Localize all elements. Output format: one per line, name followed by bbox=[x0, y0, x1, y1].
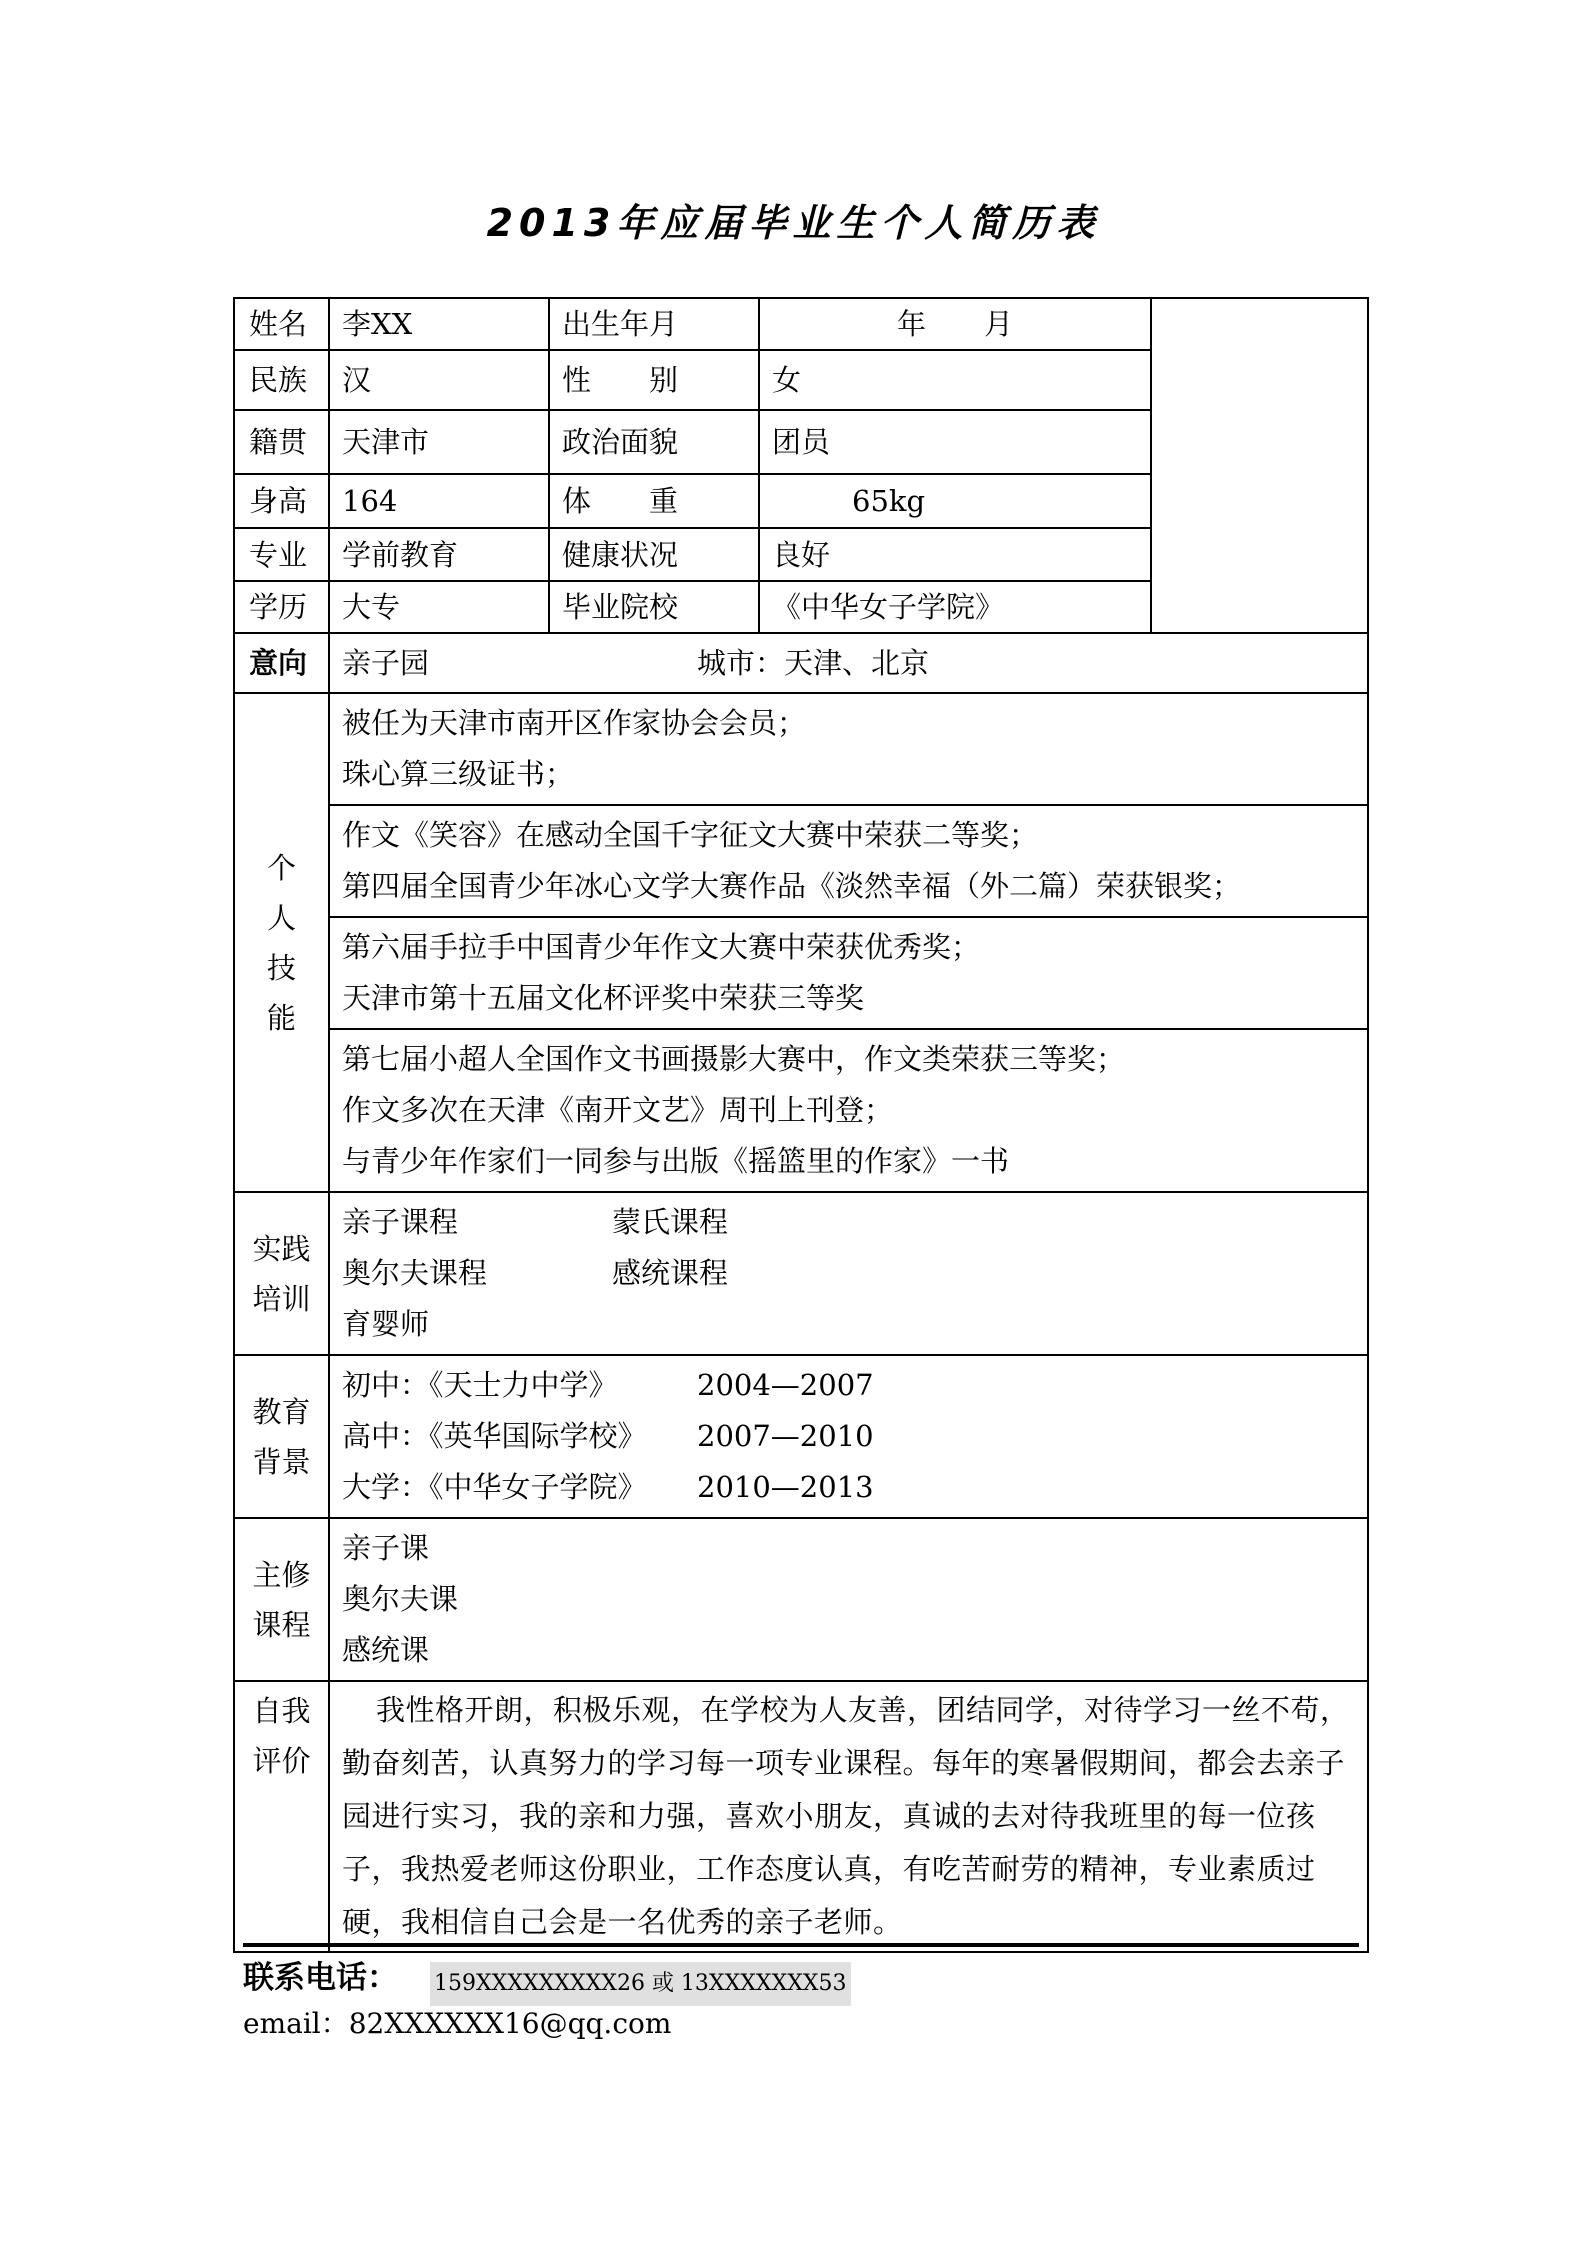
contact-email: email：82XXXXXX16@qq.com bbox=[243, 2007, 672, 2040]
political-label: 政治面貌 bbox=[549, 410, 759, 474]
page-title: 2013年应届毕业生个人简历表 bbox=[486, 201, 1101, 245]
practice-item: 奥尔夫课程 bbox=[342, 1256, 488, 1290]
skills-label-char: 技 bbox=[266, 950, 296, 985]
courses-list bbox=[329, 1518, 1368, 1681]
courses-label-line: 主修 bbox=[252, 1557, 311, 1592]
education-item bbox=[342, 1360, 1367, 1411]
practice-item: 亲子课程 bbox=[342, 1205, 459, 1239]
phone-value: 159XXXXXXXXX26 或 13XXXXXXX53 bbox=[430, 1962, 851, 2006]
skill-item: 第六届手拉手中国青少年作文大赛中荣获优秀奖； bbox=[342, 930, 981, 964]
courses-label-line: 课程 bbox=[252, 1607, 311, 1642]
skill-item: 被任为天津市南开区作家协会会员； bbox=[342, 706, 807, 740]
skills-label-char: 能 bbox=[266, 1000, 296, 1035]
name-value: 李XX bbox=[329, 298, 549, 350]
education-list bbox=[329, 1355, 1368, 1518]
weight-value: 65kg bbox=[759, 474, 1151, 528]
intention-row bbox=[329, 633, 1368, 693]
health-value: 良好 bbox=[759, 528, 1151, 581]
skill-item: 天津市第十五届文化杯评奖中荣获三等奖 bbox=[342, 981, 865, 1015]
hometown-value: 天津市 bbox=[329, 410, 549, 474]
skills-group bbox=[329, 693, 1368, 805]
height-label: 身高 bbox=[234, 474, 329, 528]
name-label: 姓名 bbox=[234, 298, 329, 350]
skill-item: 珠心算三级证书； bbox=[342, 757, 575, 791]
health-label: 健康状况 bbox=[549, 528, 759, 581]
photo-area bbox=[1151, 298, 1368, 633]
graduate-school-label: 毕业院校 bbox=[549, 581, 759, 633]
degree-label: 学历 bbox=[234, 581, 329, 633]
ethnicity-label: 民族 bbox=[234, 350, 329, 410]
skill-item: 第四届全国青少年冰心文学大赛作品《淡然幸福（外二篇）荣获银奖； bbox=[342, 869, 1242, 903]
skills-group bbox=[329, 1029, 1368, 1192]
practice-label-line: 实践 bbox=[252, 1231, 311, 1266]
education-years: 2007—2010 bbox=[697, 1419, 874, 1453]
education-school: 高中：《英华国际学校》 bbox=[342, 1419, 647, 1453]
intention-label: 意向 bbox=[234, 633, 329, 693]
self-eval-text: 我性格开朗，积极乐观，在学校为人友善，团结同学，对待学习一丝不苟，勤奋刻苦，认真努力的学习每一项专业课程。每年的寒暑假期间，都会去亲子园进行实习，我的亲和力强，喜欢小朋友，真诚的去对待我班里的每一位孩子，我热爱老师这份职业，工作态度认真，有吃苦耐劳的精神，专业素质过硬，我相信自己会是一名优秀的亲子老师。 bbox=[329, 1681, 1368, 1952]
hometown-label: 籍贯 bbox=[234, 410, 329, 474]
course-item: 奥尔夫课 bbox=[342, 1582, 459, 1616]
self-eval-label-line: 评价 bbox=[252, 1744, 311, 1778]
practice-item: 感统课程 bbox=[612, 1256, 729, 1290]
skill-item: 第七届小超人全国作文书画摄影大赛中，作文类荣获三等奖； bbox=[342, 1042, 1126, 1076]
self-eval-label-line: 自我 bbox=[252, 1694, 311, 1728]
phone-label: 联系电话： bbox=[243, 1960, 398, 1996]
course-item: 感统课 bbox=[342, 1633, 430, 1667]
practice-label-line: 培训 bbox=[252, 1281, 311, 1316]
education-years: 2004—2007 bbox=[697, 1368, 874, 1402]
skills-label-char: 人 bbox=[266, 900, 296, 935]
education-years: 2010—2013 bbox=[697, 1470, 874, 1504]
birth-label: 出生年月 bbox=[549, 298, 759, 350]
practice-item: 育婴师 bbox=[342, 1307, 430, 1341]
graduate-school-value: 《中华女子学院》 bbox=[759, 581, 1151, 633]
skills-label-char: 个 bbox=[266, 850, 296, 885]
major-value: 学前教育 bbox=[329, 528, 549, 581]
education-label-line: 背景 bbox=[252, 1444, 311, 1479]
education-school: 大学：《中华女子学院》 bbox=[342, 1470, 647, 1504]
skill-item: 与青少年作家们一同参与出版《摇篮里的作家》一书 bbox=[342, 1144, 1010, 1178]
courses-label bbox=[234, 1518, 329, 1681]
self-eval-label bbox=[234, 1681, 329, 1952]
practice-item: 蒙氏课程 bbox=[612, 1205, 729, 1239]
contact-phone bbox=[243, 1950, 851, 2006]
gender-label: 性 别 bbox=[549, 350, 759, 410]
political-value: 团员 bbox=[759, 410, 1151, 474]
education-item bbox=[342, 1462, 1367, 1513]
resume-table bbox=[233, 297, 1369, 1953]
gender-value: 女 bbox=[759, 350, 1151, 410]
course-item: 亲子课 bbox=[342, 1531, 430, 1565]
practice-label bbox=[234, 1192, 329, 1355]
height-value: 164 bbox=[329, 474, 549, 528]
skills-group bbox=[329, 805, 1368, 917]
skill-item: 作文多次在天津《南开文艺》周刊上刊登； bbox=[342, 1093, 894, 1127]
skills-group bbox=[329, 917, 1368, 1029]
weight-label: 体 重 bbox=[549, 474, 759, 528]
birth-value: 年 月 bbox=[759, 298, 1151, 350]
skill-item: 作文《笑容》在感动全国千字征文大赛中荣获二等奖； bbox=[342, 818, 1039, 852]
education-label-line: 教育 bbox=[252, 1394, 311, 1429]
education-label bbox=[234, 1355, 329, 1518]
ethnicity-value: 汉 bbox=[329, 350, 549, 410]
intention-value: 亲子园 bbox=[342, 646, 430, 680]
education-item bbox=[342, 1411, 1367, 1462]
skills-label bbox=[234, 693, 329, 1192]
education-school: 初中：《天士力中学》 bbox=[342, 1368, 618, 1402]
degree-value: 大专 bbox=[329, 581, 549, 633]
intention-city: 城市：天津、北京 bbox=[697, 646, 930, 680]
practice-list bbox=[329, 1192, 1368, 1355]
major-label: 专业 bbox=[234, 528, 329, 581]
footer-divider bbox=[243, 1943, 1359, 1947]
